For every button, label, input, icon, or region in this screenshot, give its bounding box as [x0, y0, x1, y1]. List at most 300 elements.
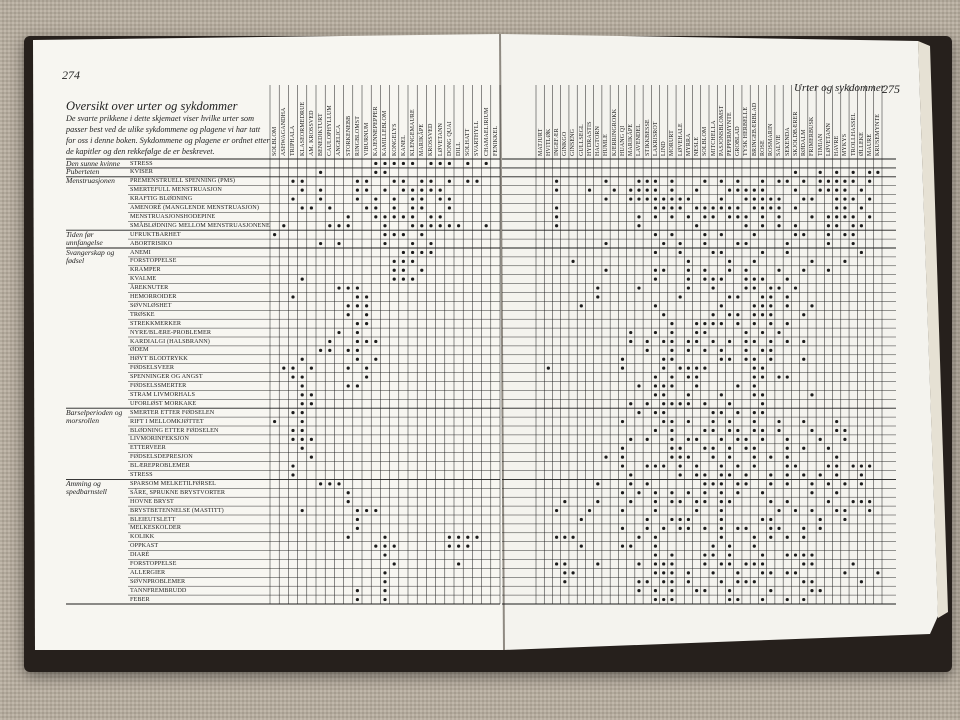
- recommendation-dot: [810, 580, 813, 583]
- recommendation-dot: [736, 180, 739, 183]
- ailment-group-label: Den sunne kvinne: [66, 158, 120, 168]
- recommendation-dot: [347, 349, 350, 352]
- ailment-label: HOVNE BRYST: [130, 497, 174, 505]
- recommendation-dot: [356, 197, 359, 200]
- recommendation-dot: [604, 456, 607, 459]
- recommendation-dot: [282, 224, 285, 227]
- ailment-label: KRAMPER: [130, 266, 161, 274]
- recommendation-dot: [662, 420, 665, 423]
- recommendation-dot: [356, 180, 359, 183]
- recommendation-dot: [761, 518, 764, 521]
- recommendation-dot: [563, 562, 566, 565]
- recommendation-dot: [374, 215, 377, 218]
- ailment-label: FØDSELSDEPRESJON: [130, 453, 193, 461]
- recommendation-dot: [786, 251, 789, 254]
- recommendation-dot: [720, 518, 723, 521]
- recommendation-dot: [319, 349, 322, 352]
- recommendation-dot: [753, 580, 756, 583]
- recommendation-dot: [744, 473, 747, 476]
- recommendation-dot: [744, 340, 747, 343]
- recommendation-dot: [670, 491, 673, 494]
- recommendation-dot: [319, 482, 322, 485]
- recommendation-dot: [703, 491, 706, 494]
- recommendation-dot: [383, 598, 386, 601]
- herb-header: MATJURT: [537, 128, 544, 156]
- recommendation-dot: [728, 402, 731, 405]
- recommendation-dot: [769, 527, 772, 530]
- recommendation-dot: [621, 358, 624, 361]
- recommendation-dot: [753, 429, 756, 432]
- recommendation-dot: [383, 571, 386, 574]
- recommendation-dot: [835, 429, 838, 432]
- recommendation-dot: [637, 215, 640, 218]
- recommendation-dot: [301, 420, 304, 423]
- herb-header: HYDRASTIS: [586, 121, 593, 156]
- recommendation-dot: [786, 447, 789, 450]
- recommendation-dot: [777, 331, 780, 334]
- recommendation-dot: [291, 411, 294, 414]
- herb-header: STIKKBESSE: [644, 119, 651, 156]
- recommendation-dot: [736, 384, 739, 387]
- recommendation-dot: [621, 509, 624, 512]
- recommendation-dot: [868, 500, 871, 503]
- recommendation-dot: [555, 215, 558, 218]
- recommendation-dot: [777, 420, 780, 423]
- recommendation-dot: [393, 233, 396, 236]
- recommendation-dot: [662, 269, 665, 272]
- recommendation-dot: [786, 295, 789, 298]
- recommendation-dot: [670, 598, 673, 601]
- recommendation-dot: [466, 180, 469, 183]
- recommendation-dot: [703, 447, 706, 450]
- recommendation-dot: [753, 411, 756, 414]
- recommendation-dot: [720, 473, 723, 476]
- recommendation-dot: [876, 571, 879, 574]
- recommendation-dot: [794, 286, 797, 289]
- recommendation-dot: [720, 509, 723, 512]
- recommendation-dot: [670, 553, 673, 556]
- recommendation-dot: [402, 260, 405, 263]
- recommendation-dot: [604, 269, 607, 272]
- recommendation-dot: [439, 215, 442, 218]
- recommendation-dot: [319, 189, 322, 192]
- recommendation-dot: [802, 358, 805, 361]
- recommendation-dot: [810, 304, 813, 307]
- recommendation-dot: [703, 562, 706, 565]
- recommendation-dot: [687, 260, 690, 263]
- recommendation-dot: [720, 358, 723, 361]
- recommendation-dot: [843, 180, 846, 183]
- recommendation-dot: [720, 562, 723, 565]
- ailment-label: SMERTER ETTER FØDSELEN: [130, 408, 215, 416]
- recommendation-dot: [720, 464, 723, 467]
- herb-header: KANEL: [400, 135, 407, 156]
- recommendation-dot: [429, 251, 432, 254]
- recommendation-dot: [555, 509, 558, 512]
- recommendation-dot: [439, 189, 442, 192]
- ailment-label: ÅREKNUTER: [130, 284, 169, 292]
- ailment-label: FORSTOPPELSE: [130, 257, 177, 265]
- herb-header: STORKENEBB: [345, 115, 352, 156]
- herb-header: MARIKÅPE: [628, 123, 635, 156]
- recommendation-dot: [328, 224, 331, 227]
- herb-header: LØVEHALE: [677, 123, 684, 156]
- recommendation-dot: [301, 447, 304, 450]
- recommendation-dot: [753, 358, 756, 361]
- recommendation-dot: [843, 260, 846, 263]
- recommendation-dot: [393, 260, 396, 263]
- herb-header: FRIMERBUSK: [809, 116, 816, 156]
- recommendation-dot: [794, 171, 797, 174]
- recommendation-dot: [670, 429, 673, 432]
- recommendation-dot: [662, 562, 665, 565]
- ailment-group-label: Tiden før unnfangelse: [66, 229, 103, 248]
- recommendation-dot: [687, 215, 690, 218]
- recommendation-dot: [687, 349, 690, 352]
- recommendation-dot: [301, 438, 304, 441]
- recommendation-dot: [753, 393, 756, 396]
- recommendation-dot: [736, 242, 739, 245]
- ailment-label: FORSTOPPELSE: [130, 560, 177, 567]
- recommendation-dot: [744, 189, 747, 192]
- herb-header: KRUSEMYNTE: [875, 113, 882, 156]
- recommendation-dot: [802, 313, 805, 316]
- recommendation-dot: [827, 500, 830, 503]
- recommendation-dot: [448, 180, 451, 183]
- recommendation-dot: [679, 197, 682, 200]
- recommendation-dot: [802, 180, 805, 183]
- recommendation-dot: [356, 322, 359, 325]
- recommendation-dot: [753, 278, 756, 281]
- recommendation-dot: [810, 482, 813, 485]
- recommendation-dot: [720, 322, 723, 325]
- recommendation-dot: [420, 233, 423, 236]
- recommendation-dot: [753, 286, 756, 289]
- recommendation-dot: [712, 215, 715, 218]
- herb-header: FENIKKEL: [492, 125, 499, 156]
- recommendation-dot: [273, 233, 276, 236]
- ailment-label: TRØSKE: [130, 310, 155, 318]
- recommendation-dot: [654, 251, 657, 254]
- recommendation-dot: [728, 295, 731, 298]
- recommendation-dot: [383, 224, 386, 227]
- recommendation-dot: [654, 189, 657, 192]
- recommendation-dot: [703, 278, 706, 281]
- recommendation-dot: [420, 189, 423, 192]
- recommendation-dot: [802, 269, 805, 272]
- recommendation-dot: [852, 180, 855, 183]
- recommendation-dot: [753, 304, 756, 307]
- recommendation-dot: [319, 242, 322, 245]
- recommendation-dot: [356, 527, 359, 530]
- recommendation-dot: [687, 571, 690, 574]
- recommendation-dot: [301, 411, 304, 414]
- recommendation-dot: [761, 491, 764, 494]
- recommendation-dot: [761, 215, 764, 218]
- recommendation-dot: [835, 491, 838, 494]
- ailment-label: ALLERGIER: [130, 568, 166, 576]
- recommendation-dot: [662, 242, 665, 245]
- ailment-label: BRYSTBETENNELSE (MASTITT): [130, 506, 224, 514]
- recommendation-dot: [761, 393, 764, 396]
- recommendation-dot: [448, 536, 451, 539]
- recommendation-dot: [810, 553, 813, 556]
- recommendation-dot: [819, 473, 822, 476]
- recommendation-dot: [654, 278, 657, 281]
- recommendation-dot: [356, 518, 359, 521]
- recommendation-dot: [860, 251, 863, 254]
- recommendation-dot: [629, 482, 632, 485]
- herb-header: PEPPERMYNTE: [726, 112, 733, 156]
- recommendation-dot: [646, 189, 649, 192]
- recommendation-dot: [769, 358, 772, 361]
- chart-intro-text: De svarte prikkene i dette skjemaet viser hvilke urter som passer best ved de ulike sykdommene og plagene vi har tatt for oss i denne boken. Sykdommene og plagene er ordnet etter de kapitler og den rekkefølge de er beskrevet.: [66, 114, 270, 156]
- recommendation-dot: [555, 562, 558, 565]
- herb-header: ROSE: [759, 140, 766, 156]
- recommendation-dot: [337, 331, 340, 334]
- recommendation-dot: [736, 571, 739, 574]
- recommendation-dot: [777, 509, 780, 512]
- recommendation-dot: [835, 171, 838, 174]
- recommendation-dot: [761, 251, 764, 254]
- recommendation-dot: [356, 509, 359, 512]
- recommendation-dot: [654, 206, 657, 209]
- recommendation-dot: [571, 260, 574, 263]
- recommendation-dot: [356, 331, 359, 334]
- recommendation-dot: [728, 429, 731, 432]
- recommendation-dot: [291, 464, 294, 467]
- recommendation-dot: [753, 340, 756, 343]
- recommendation-dot: [753, 233, 756, 236]
- recommendation-dot: [588, 509, 591, 512]
- recommendation-dot: [720, 580, 723, 583]
- recommendation-dot: [720, 304, 723, 307]
- ailment-label: SMÅBLØDNING MELLOM MENSTRUASJONENE: [130, 221, 270, 229]
- herb-header: HVITLØK: [545, 128, 552, 156]
- recommendation-dot: [393, 215, 396, 218]
- recommendation-dot: [728, 500, 731, 503]
- recommendation-dot: [670, 518, 673, 521]
- recommendation-dot: [411, 206, 414, 209]
- recommendation-dot: [374, 162, 377, 165]
- recommendation-dot: [786, 500, 789, 503]
- recommendation-dot: [347, 384, 350, 387]
- ailment-label: RIFT I MELLOMKJØTTET: [130, 417, 204, 425]
- recommendation-dot: [728, 313, 731, 316]
- recommendation-dot: [703, 242, 706, 245]
- recommendation-dot: [777, 215, 780, 218]
- recommendation-dot: [769, 349, 772, 352]
- herb-header: GROBLAD: [735, 126, 742, 156]
- recommendation-dot: [365, 340, 368, 343]
- recommendation-dot: [695, 206, 698, 209]
- recommendation-dot: [753, 313, 756, 316]
- recommendation-dot: [670, 215, 673, 218]
- recommendation-dot: [621, 367, 624, 370]
- recommendation-dot: [365, 189, 368, 192]
- recommendation-dot: [794, 189, 797, 192]
- recommendation-dot: [662, 571, 665, 574]
- recommendation-dot: [744, 278, 747, 281]
- recommendation-dot: [802, 447, 805, 450]
- recommendation-dot: [420, 224, 423, 227]
- recommendation-dot: [662, 340, 665, 343]
- recommendation-dot: [555, 189, 558, 192]
- recommendation-dot: [852, 500, 855, 503]
- recommendation-dot: [679, 500, 682, 503]
- recommendation-dot: [347, 224, 350, 227]
- recommendation-dot: [802, 536, 805, 539]
- recommendation-dot: [777, 375, 780, 378]
- recommendation-dot: [310, 402, 313, 405]
- recommendation-dot: [670, 438, 673, 441]
- recommendation-dot: [786, 438, 789, 441]
- recommendation-dot: [670, 206, 673, 209]
- chart-title: Oversikt over urter og sykdommer: [66, 99, 238, 113]
- recommendation-dot: [621, 456, 624, 459]
- recommendation-dot: [753, 545, 756, 548]
- recommendation-dot: [670, 233, 673, 236]
- recommendation-dot: [712, 482, 715, 485]
- recommendation-dot: [744, 580, 747, 583]
- recommendation-dot: [728, 340, 731, 343]
- recommendation-dot: [596, 295, 599, 298]
- recommendation-dot: [744, 562, 747, 565]
- recommendation-dot: [794, 206, 797, 209]
- recommendation-dot: [604, 242, 607, 245]
- recommendation-dot: [868, 171, 871, 174]
- recommendation-dot: [439, 162, 442, 165]
- recommendation-dot: [662, 358, 665, 361]
- recommendation-dot: [328, 482, 331, 485]
- recommendation-dot: [654, 571, 657, 574]
- recommendation-dot: [604, 197, 607, 200]
- recommendation-dot: [448, 545, 451, 548]
- recommendation-dot: [786, 536, 789, 539]
- recommendation-dot: [777, 180, 780, 183]
- recommendation-dot: [835, 189, 838, 192]
- herb-header: ROSMARIN: [768, 123, 775, 156]
- recommendation-dot: [555, 536, 558, 539]
- herb-header: KJERRINGROKK: [611, 108, 618, 156]
- recommendation-dot: [457, 224, 460, 227]
- recommendation-dot: [712, 286, 715, 289]
- recommendation-dot: [769, 295, 772, 298]
- recommendation-dot: [687, 375, 690, 378]
- recommendation-dot: [868, 509, 871, 512]
- recommendation-dot: [629, 197, 632, 200]
- recommendation-dot: [802, 562, 805, 565]
- recommendation-dot: [868, 464, 871, 467]
- ailment-label: KVALME: [130, 275, 157, 283]
- recommendation-dot: [860, 189, 863, 192]
- recommendation-dot: [761, 197, 764, 200]
- ailment-label: KOLIKK: [130, 533, 155, 541]
- recommendation-dot: [786, 375, 789, 378]
- recommendation-dot: [761, 349, 764, 352]
- recommendation-dot: [728, 545, 731, 548]
- recommendation-dot: [744, 527, 747, 530]
- recommendation-dot: [810, 215, 813, 218]
- recommendation-dot: [786, 571, 789, 574]
- recommendation-dot: [670, 349, 673, 352]
- recommendation-dot: [695, 438, 698, 441]
- recommendation-dot: [868, 180, 871, 183]
- recommendation-dot: [679, 402, 682, 405]
- recommendation-dot: [835, 464, 838, 467]
- recommendation-dot: [637, 411, 640, 414]
- recommendation-dot: [835, 197, 838, 200]
- recommendation-dot: [728, 456, 731, 459]
- recommendation-dot: [670, 420, 673, 423]
- recommendation-dot: [843, 571, 846, 574]
- recommendation-dot: [365, 509, 368, 512]
- herb-header: INGEFÆR: [553, 128, 560, 156]
- recommendation-dot: [356, 358, 359, 361]
- recommendation-dot: [786, 278, 789, 281]
- recommendation-dot: [310, 393, 313, 396]
- recommendation-dot: [753, 562, 756, 565]
- ailment-group-label: Menstruasjonen: [66, 176, 115, 186]
- herb-header: MYRRA: [685, 133, 692, 156]
- recommendation-dot: [439, 224, 442, 227]
- recommendation-dot: [319, 171, 322, 174]
- ailment-label: KVISER: [130, 168, 153, 176]
- recommendation-dot: [475, 180, 478, 183]
- recommendation-dot: [777, 224, 780, 227]
- recommendation-dot: [810, 509, 813, 512]
- recommendation-dot: [802, 197, 805, 200]
- recommendation-dot: [485, 224, 488, 227]
- recommendation-dot: [383, 189, 386, 192]
- recommendation-dot: [374, 509, 377, 512]
- recommendation-dot: [466, 536, 469, 539]
- recommendation-dot: [827, 482, 830, 485]
- herb-header: AM. KROSSVED: [308, 110, 315, 156]
- recommendation-dot: [712, 340, 715, 343]
- recommendation-dot: [736, 482, 739, 485]
- recommendation-dot: [646, 438, 649, 441]
- recommendation-dot: [646, 180, 649, 183]
- recommendation-dot: [374, 340, 377, 343]
- herb-header: LØVETANN: [825, 123, 832, 156]
- recommendation-dot: [769, 304, 772, 307]
- recommendation-dot: [843, 438, 846, 441]
- recommendation-dot: [827, 464, 830, 467]
- recommendation-dot: [827, 242, 830, 245]
- recommendation-dot: [835, 509, 838, 512]
- recommendation-dot: [703, 349, 706, 352]
- recommendation-dot: [843, 189, 846, 192]
- recommendation-dot: [827, 233, 830, 236]
- recommendation-dot: [356, 589, 359, 592]
- recommendation-dot: [654, 269, 657, 272]
- recommendation-dot: [810, 260, 813, 263]
- recommendation-dot: [786, 598, 789, 601]
- recommendation-dot: [728, 473, 731, 476]
- recommendation-dot: [769, 322, 772, 325]
- recommendation-dot: [365, 322, 368, 325]
- recommendation-dot: [712, 456, 715, 459]
- herb-header: TROLLHASSEL: [850, 112, 857, 156]
- recommendation-dot: [291, 367, 294, 370]
- recommendation-dot: [679, 242, 682, 245]
- recommendation-dot: [852, 197, 855, 200]
- recommendation-dot: [744, 447, 747, 450]
- recommendation-dot: [365, 375, 368, 378]
- recommendation-dot: [429, 180, 432, 183]
- recommendation-dot: [736, 411, 739, 414]
